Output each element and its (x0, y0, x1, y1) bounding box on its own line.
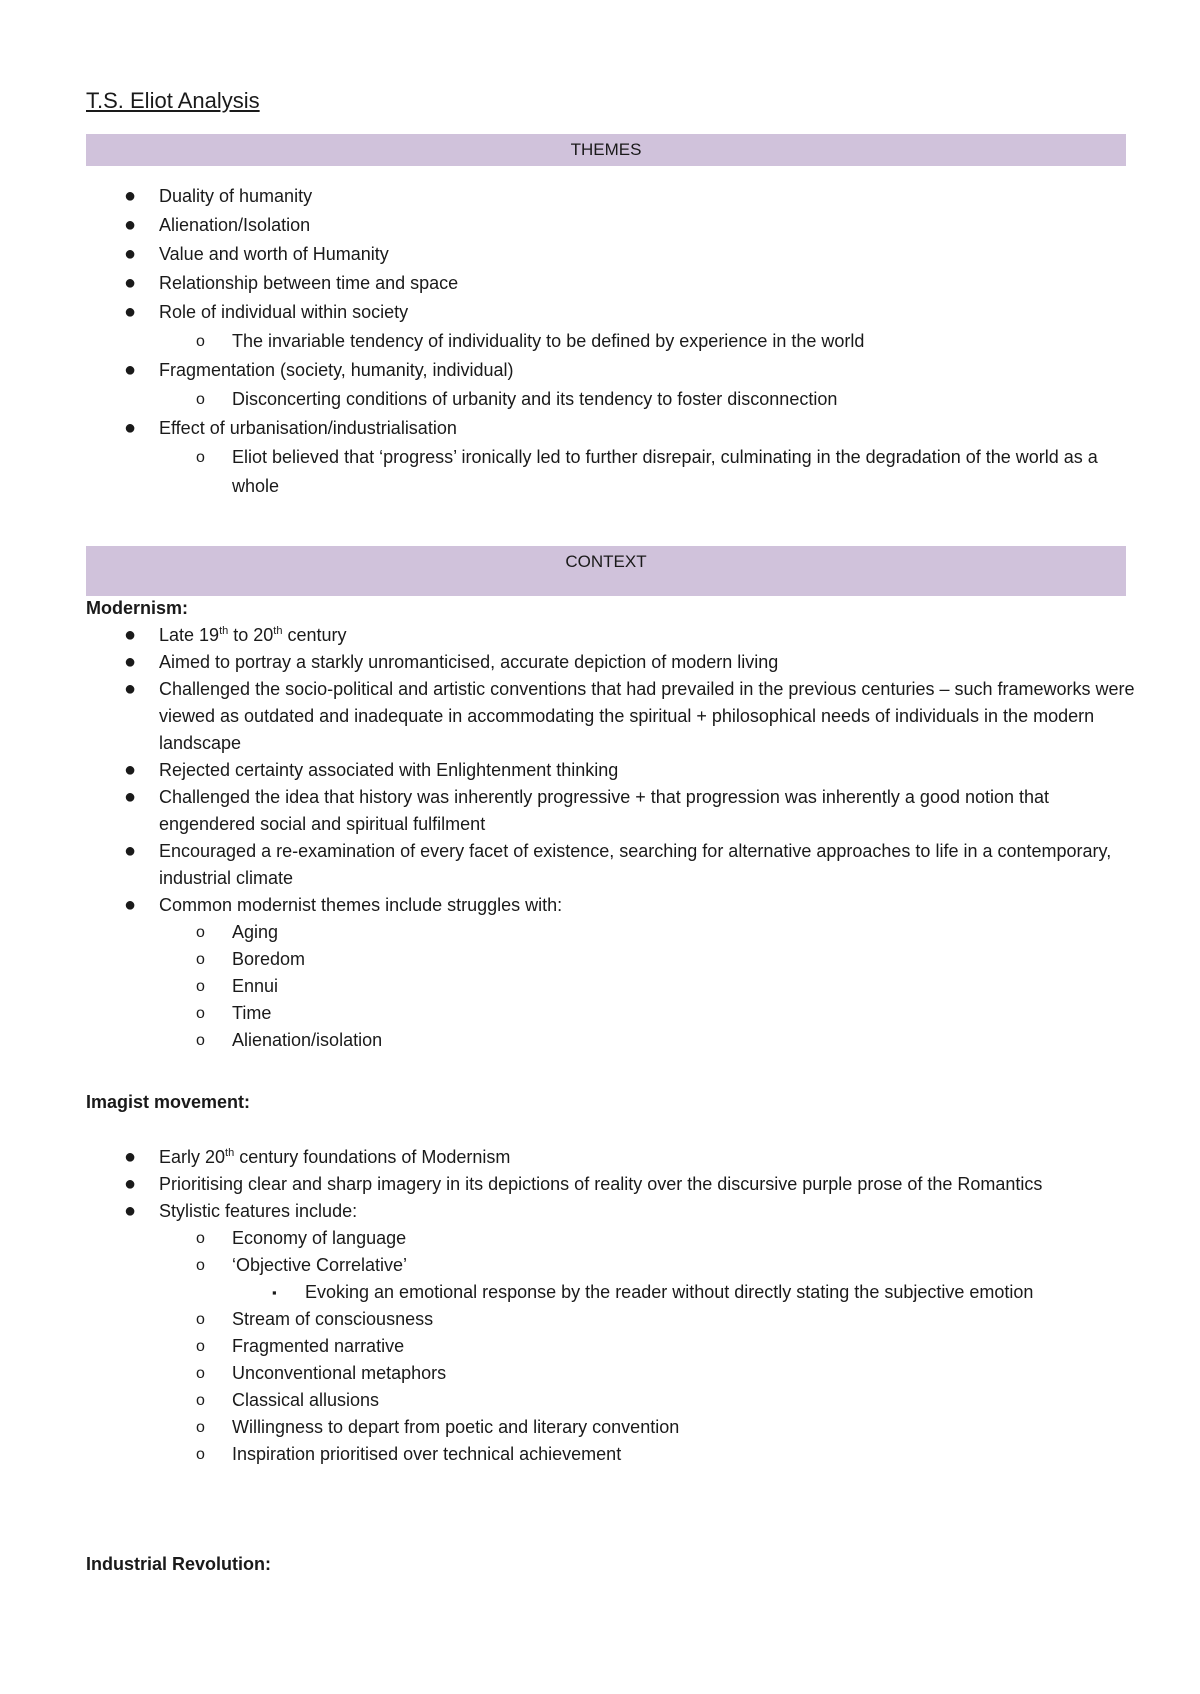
circle-bullet-icon: o (196, 1419, 205, 1436)
list-item-text: ‘Objective Correlative’ (232, 1255, 408, 1275)
list-item (86, 892, 1136, 919)
imagist-period-text: Early 20th century foundations of Modernism (159, 1147, 511, 1167)
list-item-text: Aimed to portray a starkly unromanticised, accurate depiction of modern living (159, 652, 779, 672)
list-item-text: Rejected certainty associated with Enlightenment thinking (159, 760, 619, 780)
document-title: T.S. Eliot Analysis (86, 88, 260, 113)
list-item-text: Encouraged a re-examination of every facet of existence, searching for alternative approaches to life in a contemporary, industrial climate (159, 841, 1112, 888)
list-item (86, 1027, 1136, 1054)
bullet-icon: ● (124, 1200, 137, 1222)
list-item-text: Disconcerting conditions of urbanity and its tendency to foster disconnection (232, 389, 838, 409)
modernism-list (86, 622, 1136, 1054)
circle-bullet-icon: o (196, 391, 205, 408)
circle-bullet-icon: o (196, 1392, 205, 1409)
list-item-text: Fragmented narrative (232, 1336, 405, 1356)
list-item (86, 838, 1136, 892)
list-item-text: Evoking an emotional response by the reader without directly stating the subjective emotion (305, 1282, 1034, 1302)
imagist-section (86, 1144, 1136, 1468)
bullet-icon: ● (124, 243, 137, 265)
bullet-icon: ● (124, 359, 137, 381)
list-item-text: Alienation/Isolation (159, 215, 311, 235)
circle-bullet-icon: o (196, 951, 205, 968)
list-item-text: Common modernist themes include struggles with: (159, 895, 563, 915)
list-item (86, 1000, 1136, 1027)
imagist-heading: Imagist movement: (86, 1092, 251, 1112)
circle-bullet-icon: o (196, 1365, 205, 1382)
circle-bullet-icon: o (196, 978, 205, 995)
list-item-text: Fragmentation (society, humanity, individual) (159, 360, 514, 380)
list-item-text: The invariable tendency of individuality to be defined by experience in the world (232, 331, 865, 351)
list-item-text: Duality of humanity (159, 186, 313, 206)
bullet-icon: ● (124, 301, 137, 323)
list-item (86, 1360, 1136, 1387)
imagist-list (86, 1144, 1136, 1468)
circle-bullet-icon: o (196, 333, 205, 350)
list-item (86, 676, 1136, 757)
list-item-text: Boredom (232, 949, 306, 969)
bullet-icon: ● (124, 624, 137, 646)
bullet-icon: ● (124, 759, 137, 781)
bullet-icon: ● (124, 894, 137, 916)
bullet-icon: ● (124, 214, 137, 236)
bullet-icon: ● (124, 1146, 137, 1168)
list-item-text: Classical allusions (232, 1390, 380, 1410)
circle-bullet-icon: o (196, 1446, 205, 1463)
list-item-text: Stylistic features include: (159, 1201, 358, 1221)
industrial-revolution-heading: Industrial Revolution: (86, 1554, 272, 1574)
list-item (86, 1387, 1136, 1414)
modernism-section (86, 622, 1136, 1054)
list-item-text: Value and worth of Humanity (159, 244, 389, 264)
list-item (86, 1414, 1136, 1441)
list-item (86, 784, 1136, 838)
list-item-text: Economy of language (232, 1228, 407, 1248)
list-item-text: Prioritising clear and sharp imagery in its depictions of reality over the discursive purple prose of the Romantics (159, 1174, 1043, 1194)
circle-bullet-icon: o (196, 1311, 205, 1328)
themes-header: THEMES (570, 140, 642, 159)
list-item (86, 1171, 1136, 1198)
list-item-text: Challenged the idea that history was inherently progressive + that progression was inherently a good notion that engendered social and spiritual fulfilment (159, 787, 1050, 834)
circle-bullet-icon: o (196, 1005, 205, 1022)
bullet-icon: ● (124, 417, 137, 439)
bullet-icon: ● (124, 786, 137, 808)
list-item (86, 919, 1136, 946)
list-item-text: Willingness to depart from poetic and literary convention (232, 1417, 680, 1437)
circle-bullet-icon: o (196, 1338, 205, 1355)
circle-bullet-icon: o (196, 1230, 205, 1247)
themes-list (86, 182, 1136, 501)
themes-header-band (86, 134, 1126, 166)
list-item (86, 1252, 1136, 1279)
themes-section (86, 182, 1136, 501)
list-item (86, 1198, 1136, 1225)
bullet-icon: ● (124, 272, 137, 294)
list-item (86, 946, 1136, 973)
list-item-text: Relationship between time and space (159, 273, 459, 293)
list-item-text: Stream of consciousness (232, 1309, 434, 1329)
list-item (86, 1441, 1136, 1468)
list-item (86, 1144, 1136, 1171)
bullet-icon: ● (124, 840, 137, 862)
context-header-band (86, 546, 1126, 596)
list-item-text: Effect of urbanisation/industrialisation (159, 418, 457, 438)
list-item (86, 973, 1136, 1000)
list-item (86, 298, 1136, 327)
list-item (86, 414, 1136, 443)
bullet-icon: ● (124, 1173, 137, 1195)
list-item-text: Ennui (232, 976, 279, 996)
list-item-text: Inspiration prioritised over technical achievement (232, 1444, 622, 1464)
list-item-text: Unconventional metaphors (232, 1363, 447, 1383)
list-item (86, 240, 1136, 269)
list-item-text: Alienation/isolation (232, 1030, 383, 1050)
list-item (86, 443, 1136, 501)
list-item (86, 1279, 1136, 1306)
list-item (86, 1225, 1136, 1252)
list-item (86, 385, 1136, 414)
bullet-icon: ● (124, 185, 137, 207)
list-item (86, 211, 1136, 240)
circle-bullet-icon: o (196, 449, 205, 466)
list-item (86, 269, 1136, 298)
list-item-text: Role of individual within society (159, 302, 409, 322)
context-header: CONTEXT (565, 552, 647, 571)
modernism-period-text: Late 19th to 20th century (159, 625, 347, 645)
list-item (86, 649, 1136, 676)
list-item (86, 327, 1136, 356)
list-item-text: Challenged the socio-political and artistic conventions that had prevailed in the previous centuries – such frameworks were viewed as outdated and inadequate in accommodating the spiritual + philosophical needs of individuals in the modern landscape (159, 679, 1135, 753)
bullet-icon: ● (124, 651, 137, 673)
list-item (86, 757, 1136, 784)
list-item (86, 356, 1136, 385)
circle-bullet-icon: o (196, 924, 205, 941)
circle-bullet-icon: o (196, 1257, 205, 1274)
list-item (86, 182, 1136, 211)
list-item (86, 1333, 1136, 1360)
modernism-heading: Modernism: (86, 598, 189, 618)
circle-bullet-icon: o (196, 1032, 205, 1049)
list-item-text: Eliot believed that ‘progress’ ironically led to further disrepair, culminating in the degradation of the world as a whole (232, 447, 1098, 496)
list-item (86, 1306, 1136, 1333)
list-item-text: Aging (232, 922, 279, 942)
bullet-icon: ● (124, 678, 137, 700)
square-bullet-icon: ▪ (272, 1285, 277, 1300)
list-item-text: Time (232, 1003, 272, 1023)
list-item (86, 622, 1136, 649)
